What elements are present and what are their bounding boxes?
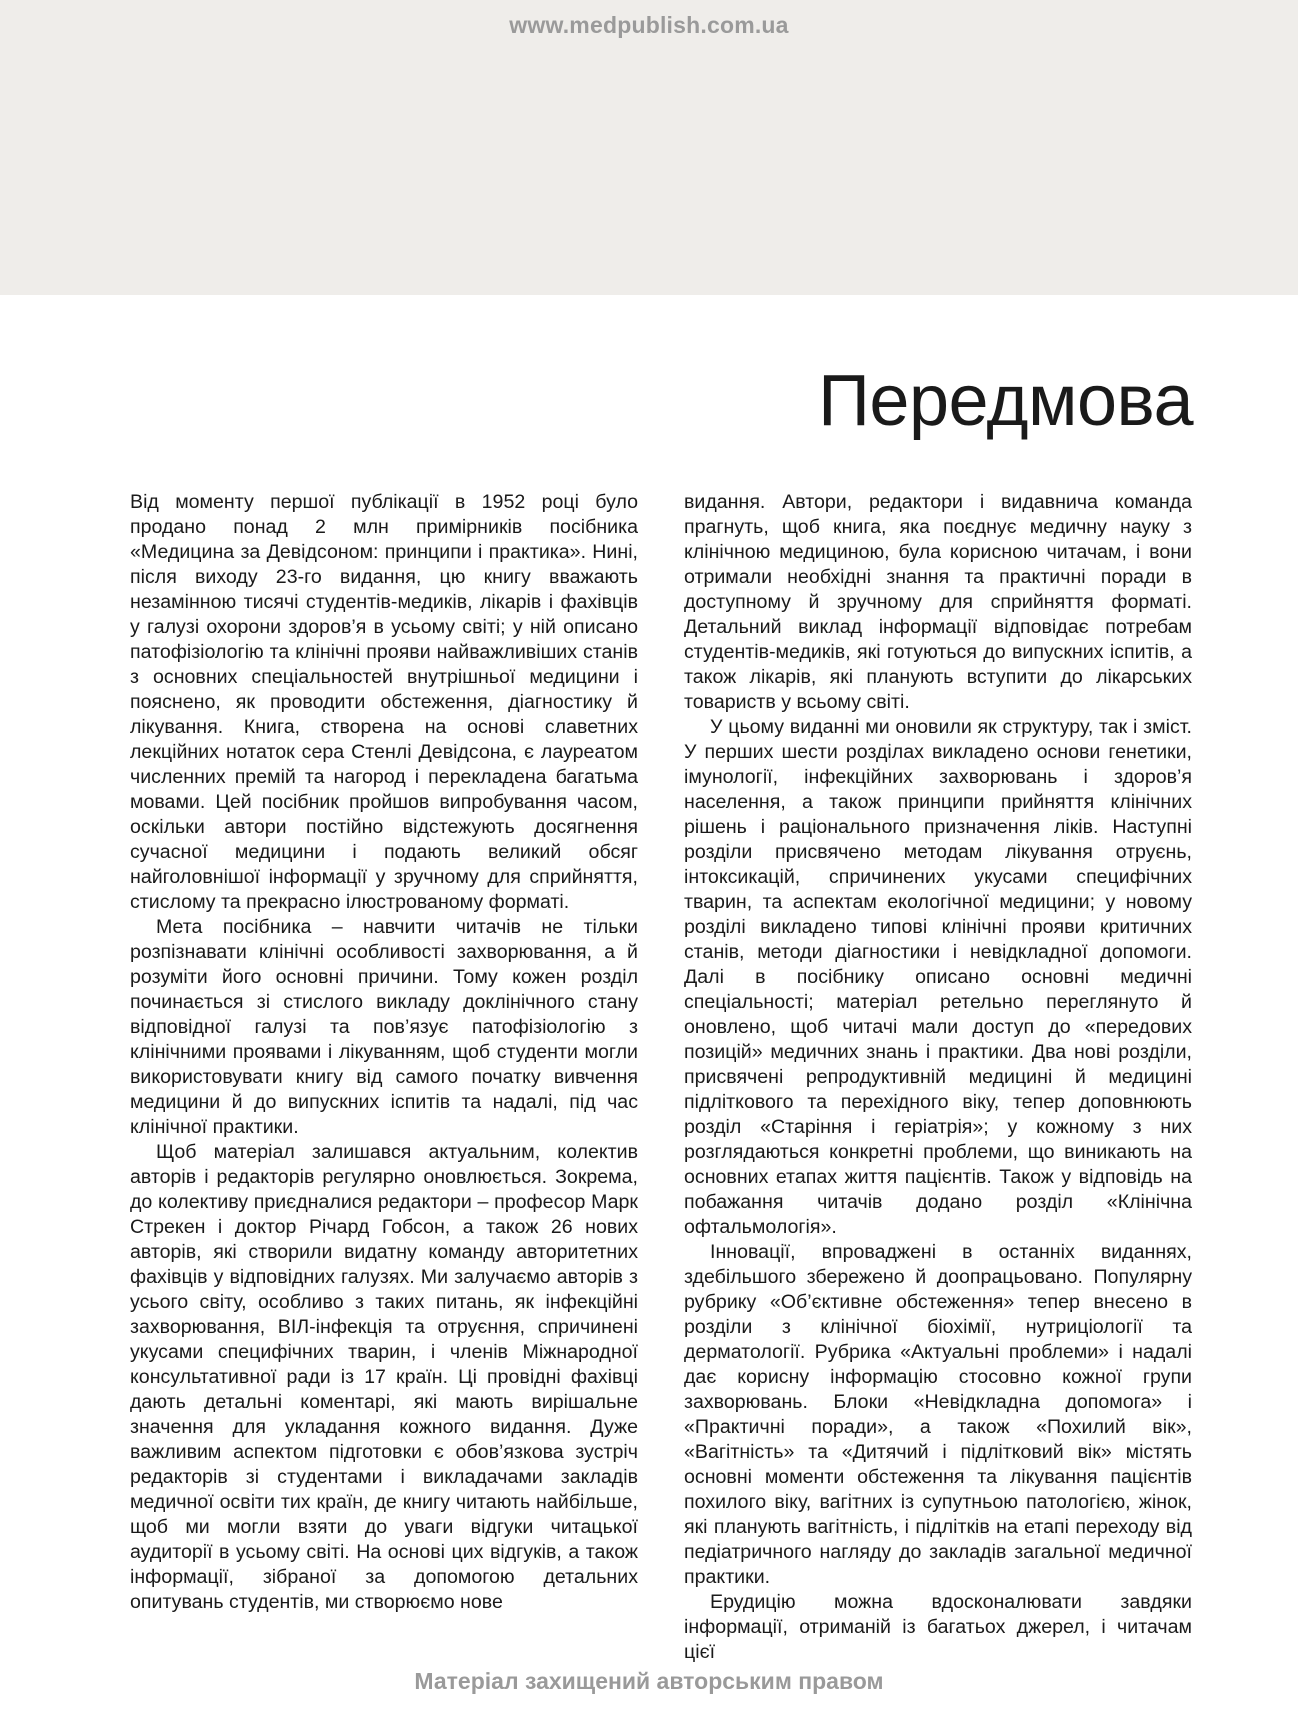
paragraph: Ерудицію можна вдосконалювати завдяки інформації, отриманій із багатьох джерел, і читачам цієї: [684, 1591, 1192, 1663]
paragraph: У цьому виданні ми оновили як структуру, так і зміст. У перших шести розділах викладено основи генетики, імунології, інфекційних захворювань і здоров’я населення, а також принципи прийняття клінічних рішень і раціонального призначення ліків. Наступні розділи присвячено методам лікування отруєнь, інтоксикацій, спричинених укусами специфічних тварин, та аспектам екологічної медицини; у новому розділі викладено типові клінічні прояви критичних станів, методи діагностики і невідкладної допомоги. Далі в посібнику описано основні медичні спеціальності; матеріал ретельно переглянуто й оновлено, щоб читачі мали доступ до «передових позицій» медичних знань і практики. Два нові розділи, присвячені репродуктивній медицині й медицині підліткового та перехідного віку, тепер доповнюють розділ «Старіння і геріатрія»; у кожному з них розглядаються конкретні проблеми, що виникають на основних етапах життя пацієнтів. Також у відповідь на побажання читачів додано розділ «Клінічна офтальмологія».: [684, 716, 1192, 1238]
right-column: [684, 490, 1192, 1665]
paragraph: Щоб матеріал залишався актуальним, колектив авторів і редакторів регулярно оновлюється. Зокрема, до колективу приєдналися редактори – професор Марк Стрекен і доктор Річард Гобсон, а також 26 нових авторів, які створили видатну команду авторитетних фахівців у відповідних галузях. Ми залучаємо авторів з усього світу, особливо з таких питань, як інфекційні захворювання, ВІЛ-інфекція та отруєння, спричинені укусами специфічних тварин, і членів Міжнародної консультативної ради із 17 країн. Ці провідні фахівці дають детальні коментарі, які мають вирішальне значення для укладання кожного видання. Дуже важливим аспектом підготовки є обов’язкова зустріч редакторів зі студентами і викладачами закладів медичної освіти тих країн, де книгу читають найбільше, щоб ми могли взяти до уваги відгуки читацької аудиторії в усьому світі. На основі цих відгуків, а також інформації, зібраної за допомогою детальних опитувань студентів, ми створюємо нове: [130, 1141, 638, 1613]
left-column: [130, 490, 638, 1615]
paragraph: Від моменту першої публікації в 1952 році було продано понад 2 млн примірників посібника «Медицина за Девідсоном: принципи і практика». Нині, після виходу 23-го видання, цю книгу вважають незамінною тисячі студентів-медиків, лікарів і фахівців у галузі охорони здоров’я в усьому світі; у ній описано патофізіологію та клінічні прояви найважливіших станів з основних спеціальностей внутрішньої медицини і пояснено, як проводити обстеження, діагностику й лікування. Книга, створена на основі славетних лекційних нотаток сера Стенлі Девідсона, є лауреатом численних премій та нагород і перекладена багатьма мовами. Цей посібник пройшов випробування часом, оскільки автори постійно відстежують досягнення сучасної медицини і подають великий обсяг найголовнішої інформації у зручному для сприйняття, стислому та прекрасно ілюстрованому форматі.: [130, 491, 638, 913]
paragraph: Мета посібника – навчити читачів не тільки розпізнавати клінічні особливості захворювання, а й розуміти його основні причини. Тому кожен розділ починається зі стислого викладу доклінічного стану відповідної галузі та пов’язує патофізіологію з клінічними проявами і лікуванням, щоб студенти могли використовувати книгу від самого початку вивчення медицини й до випускних іспитів та надалі, під час клінічної практики.: [130, 916, 638, 1138]
header-band: [0, 0, 1298, 295]
page-title: Передмова: [818, 361, 1193, 441]
header-url: www.medpublish.com.ua: [509, 12, 789, 38]
copyright-notice: Матеріал захищений авторським правом: [414, 1668, 884, 1694]
paragraph: Інновації, впроваджені в останніх виданнях, здебільшого збережено й доопрацьовано. Популярну рубрику «Об’єктивне обстеження» тепер внесено в розділи з клінічної біохімії, нутриціології та дерматології. Рубрика «Актуальні проблеми» і надалі дає корисну інформацію стосовно кожної групи захворювань. Блоки «Невідкладна допомога» і «Практичні поради», а також «Похилий вік», «Вагітність» та «Дитячий і підлітковий вік» містять основні моменти обстеження та лікування пацієнтів похилого віку, вагітних із супутньою патологією, жінок, які планують вагітність, і підлітків на етапі переходу від педіатричного нагляду до закладів загальної медичної практики.: [684, 1241, 1192, 1588]
paragraph: видання. Автори, редактори і видавнича команда прагнуть, щоб книга, яка поєднує медичну науку з клінічною медициною, була корисною читачам, і вони отримали необхідні знання та практичні поради в доступному й зручному для сприйняття форматі. Детальний виклад інформації відповідає потребам студентів-медиків, які готуються до випускних іспитів, а також лікарів, які планують вступити до лікарських товариств у всьому світі.: [684, 491, 1192, 713]
